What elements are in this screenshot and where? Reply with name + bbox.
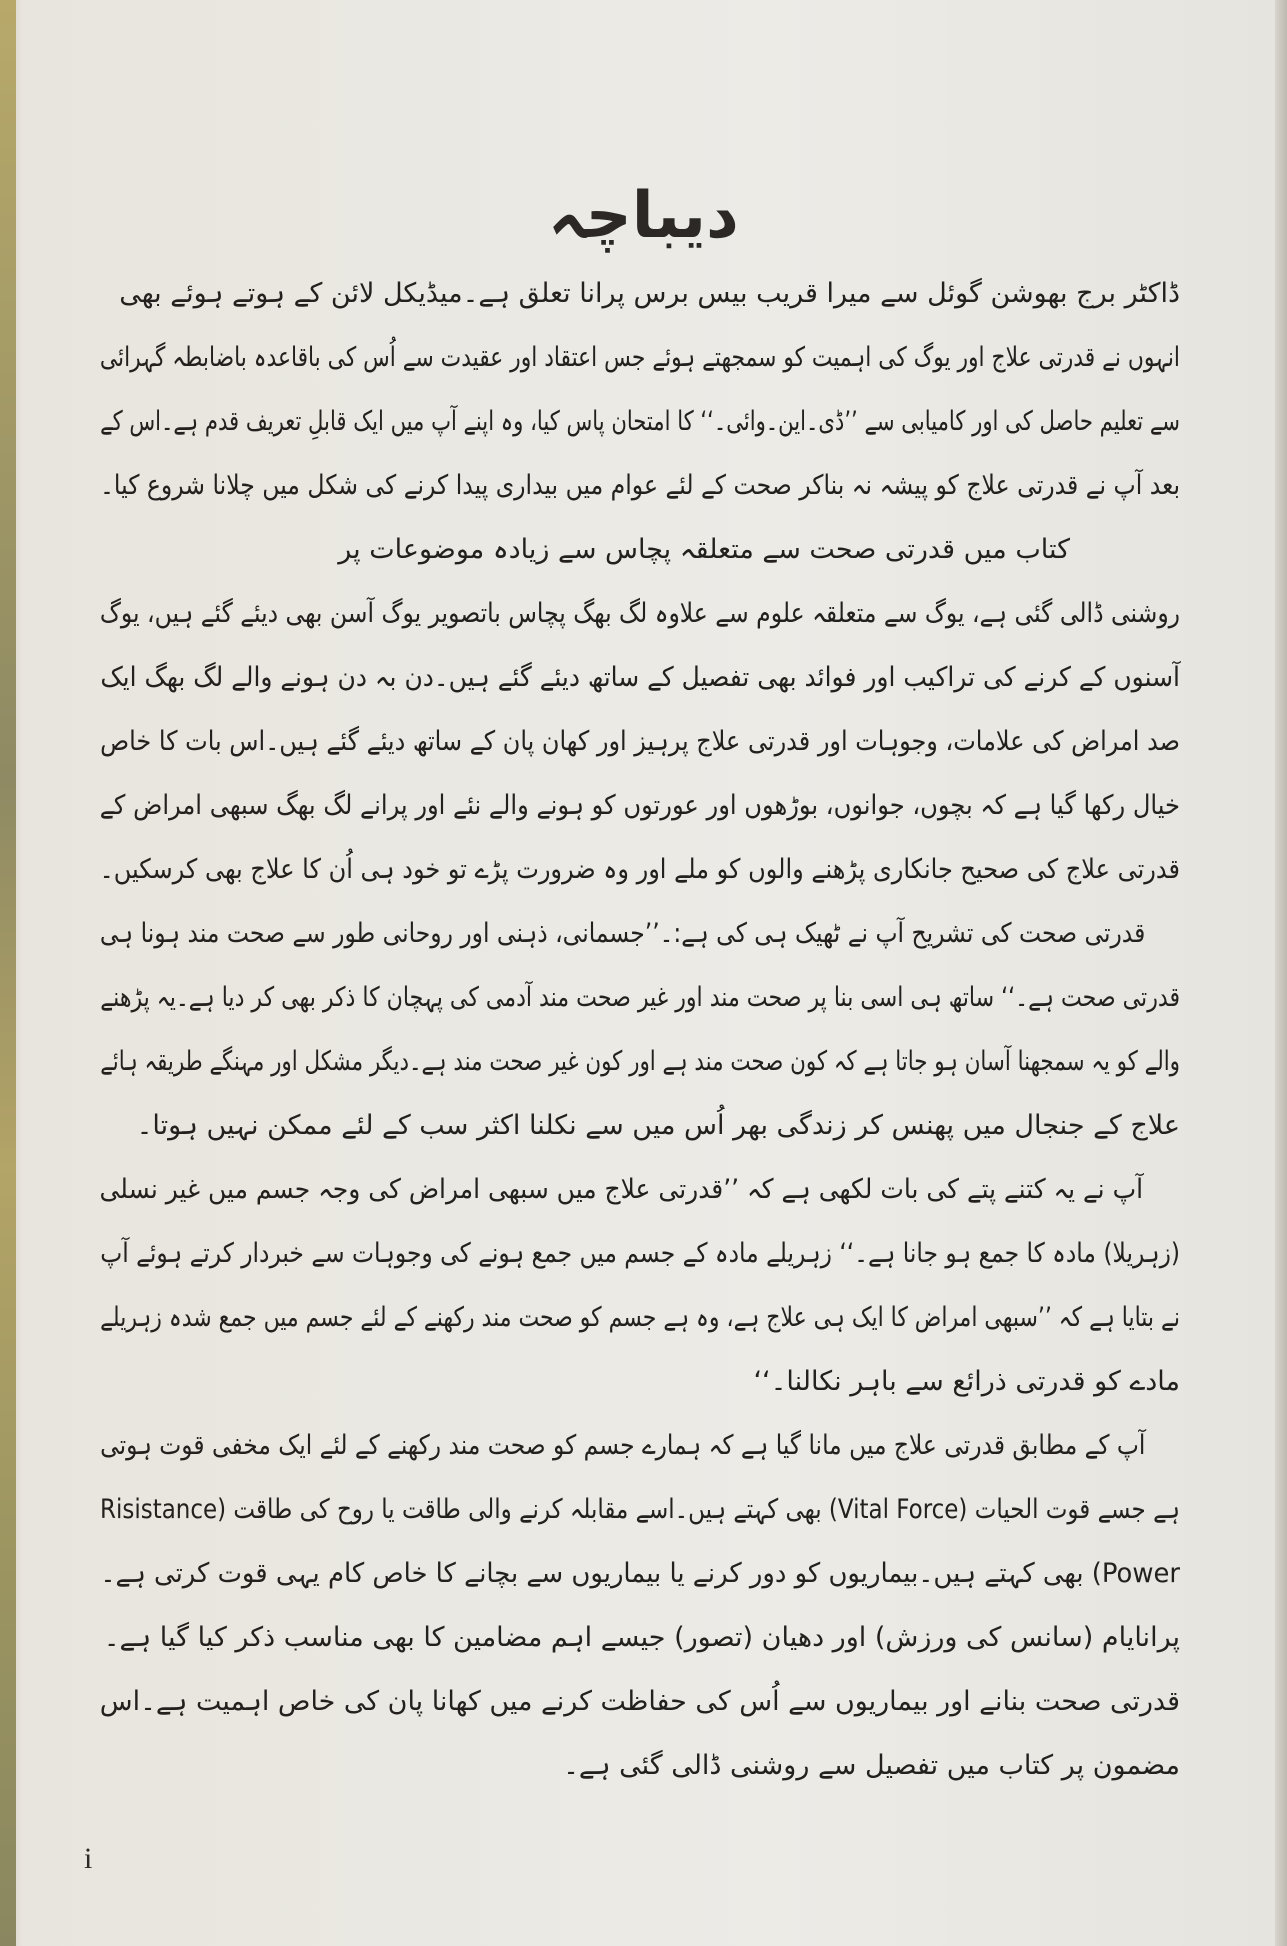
text-line: والے کو یہ سمجھنا آسان ہو جاتا ہے کہ کون صحت مند ہے اور کون غیر صحت مند ہے۔دیگر مشکل اور مہنگے طریقہ ہائے (100, 1046, 1181, 1077)
body-text (100, 262, 1180, 1798)
text-line: بعد آپ نے قدرتی علاج کو پیشہ نہ بناکر صحت کے لئے عوام میں بیداری پیدا کرنے کی شکل میں چلانا شروع کیا۔ (100, 470, 1181, 501)
text-line: پرانایام (سانس کی ورزش) اور دھیان (تصور) جیسے اہم مضامین کا بھی مناسب ذکر کیا گیا ہے۔ (103, 1622, 1180, 1653)
text-line: علاج کے جنجال میں پھنس کر زندگی بھر اُس میں سے نکلنا اکثر سب کے لئے ممکن نہیں ہوتا۔ (136, 1110, 1180, 1141)
page-heading: دیباچہ (548, 179, 739, 253)
text-line: روشنی ڈالی گئی ہے، یوگ سے متعلقہ علوم سے علاوہ لگ بھگ پچاس باتصویر یوگ آسن بھی دیئے گئے ہیں، یوگ (99, 598, 1180, 629)
text-line: Power) بھی کہتے ہیں۔بیماریوں کو دور کرنے یا بیماریوں سے بچانے کا خاص کام یہی قوت کرتی ہے۔ (100, 1558, 1180, 1589)
text-line: قدرتی صحت ہے۔‘‘ ساتھ ہی اسی بنا پر صحت مند اور غیر صحت مند آدمی کی پہچان کا ذکر بھی کر دیا ہے۔یہ پڑھنے (100, 982, 1181, 1013)
page-left-edge (0, 0, 16, 1946)
page-number: i (84, 1842, 93, 1875)
text-line: سے تعلیم حاصل کی اور کامیابی سے ’’ڈی۔این۔وائی۔‘‘ کا امتحان پاس کیا، وہ اپنے آپ میں ایک قابلِ تعریف قدم ہے۔اس کے (100, 406, 1180, 437)
text-line: صد امراض کی علامات، وجوہات اور قدرتی علاج پرہیز اور کھان پان کے ساتھ دیئے گئے ہیں۔اس بات کا خاص (100, 726, 1180, 757)
text-line: آسنوں کے کرنے کی تراکیب اور فوائد بھی تفصیل کے ساتھ دیئے گئے ہیں۔دن بہ دن ہونے والے لگ بھگ ایک (100, 662, 1180, 693)
text-line: انہوں نے قدرتی علاج اور یوگ کی اہمیت کو سمجھتے ہوئے جس اعتقاد اور عقیدت سے اُس کی باقاعدہ باضابطہ گہرائی (99, 342, 1180, 373)
text-line: قدرتی علاج کی صحیح جانکاری پڑھنے والوں کو ملے اور وہ ضرورت پڑے تو خود ہی اُن کا علاج بھی کرسکیں۔ (99, 854, 1181, 885)
text-line: آپ کے مطابق قدرتی علاج میں مانا گیا ہے کہ ہمارے جسم کو صحت مند رکھنے کے لئے ایک مخفی قوت ہوتی (100, 1430, 1146, 1461)
text-line: نے بتایا ہے کہ ’’سبھی امراض کا ایک ہی علاج ہے، وہ ہے جسم کو صحت مند رکھنے کے لئے جسم میں جمع شدہ زہریلے (100, 1302, 1180, 1333)
text-line: مضمون پر کتاب میں تفصیل سے روشنی ڈالی گئی ہے۔ (563, 1750, 1180, 1781)
text-line: آپ نے یہ کتنے پتے کی بات لکھی ہے کہ ’’قدرتی علاج میں سبھی امراض کی وجہ جسم میں غیر نسلی (99, 1174, 1144, 1205)
text-line: ڈاکٹر برج بھوشن گوئل سے میرا قریب بیس برس پرانا تعلق ہے۔میڈیکل لائن کے ہوتے ہوئے بھی (119, 278, 1180, 309)
text-line: قدرتی صحت بنانے اور بیماریوں سے اُس کی حفاظت کرنے میں کھانا پان کی خاص اہمیت ہے۔اس (99, 1686, 1180, 1717)
text-line: (زہریلا) مادہ کا جمع ہو جانا ہے۔‘‘ زہریلے مادہ کے جسم میں جمع ہونے کی وجوہات سے خبردار کرتے ہوئے آپ (100, 1238, 1180, 1269)
text-line: خیال رکھا گیا ہے کہ بچوں، جوانوں، بوڑھوں اور عورتوں کو ہونے والے نئے اور پرانے لگ بھگ سبھی امراض کے (99, 790, 1181, 821)
text-line: قدرتی صحت کی تشریح آپ نے ٹھیک ہی کی ہے:۔’’جسمانی، ذہنی اور روحانی طور سے صحت مند ہونا ہی (99, 918, 1146, 949)
page-right-edge (1275, 0, 1287, 1946)
text-line: کتاب میں قدرتی صحت سے متعلقہ پچاس سے زیادہ موضوعات پر (338, 534, 1070, 565)
text-line: مادے کو قدرتی ذرائع سے باہر نکالنا۔‘‘ (753, 1366, 1180, 1397)
text-line: ہے جسے قوت الحیات (Vital Force) بھی کہتے ہیں۔اسے مقابلہ کرنے والی طاقت یا روح کی طاقت (Risistance (100, 1494, 1180, 1525)
